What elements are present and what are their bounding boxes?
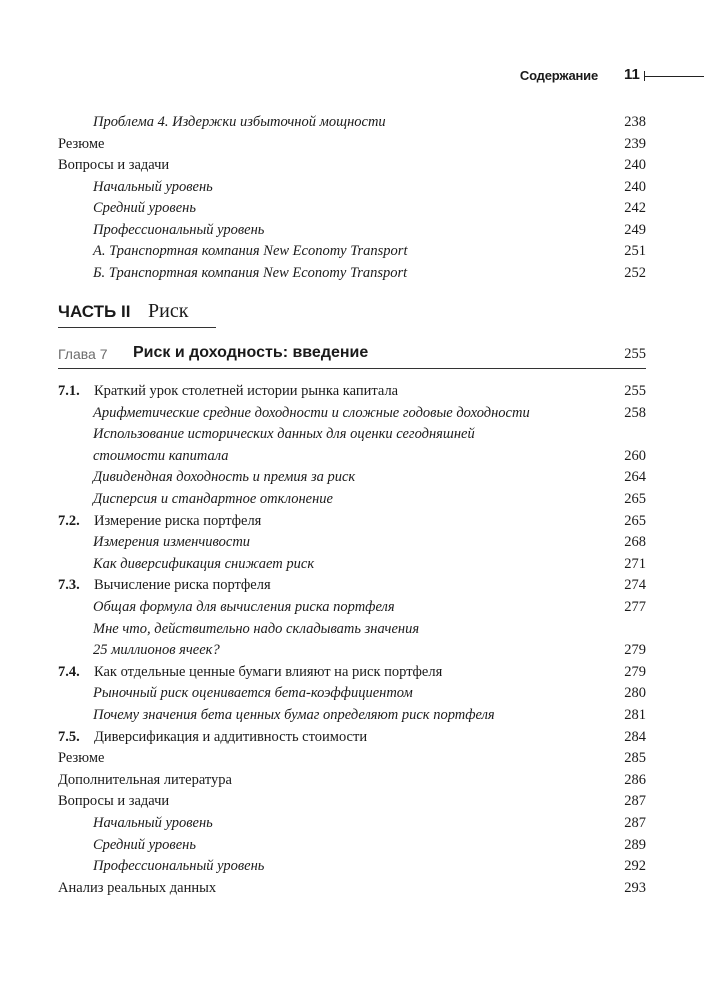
toc-entry-title: Использование исторических данных для оценки сегодняшней bbox=[93, 426, 475, 443]
toc-entry-page: 287 bbox=[624, 815, 646, 831]
page-number: 11 bbox=[624, 66, 640, 83]
toc-entry-page: 258 bbox=[624, 404, 646, 421]
toc-entry bbox=[58, 220, 646, 240]
toc-entry-page: 292 bbox=[624, 858, 646, 875]
toc-entry-page: 286 bbox=[624, 771, 646, 788]
toc-entry bbox=[58, 403, 646, 423]
toc-entry-title: Как диверсификация снижает риск bbox=[93, 555, 315, 572]
toc-entry-title: 25 миллионов ячеек? bbox=[93, 642, 220, 659]
toc-entry-title: Почему значения бета ценных бумаг определяют риск портфеля bbox=[93, 707, 495, 723]
toc-entry-title: Рыночный риск оценивается бета-коэффициентом bbox=[93, 685, 413, 702]
toc-entry bbox=[58, 770, 646, 790]
toc-entry-page: 238 bbox=[624, 114, 646, 130]
toc-entry bbox=[58, 554, 646, 574]
toc-entry-page: 279 bbox=[624, 663, 646, 680]
toc-entry bbox=[58, 112, 646, 132]
toc-section-number: 7.5. bbox=[58, 728, 80, 745]
toc-entry bbox=[58, 791, 646, 811]
toc-entry-page: 289 bbox=[624, 836, 646, 853]
toc-entry-title: Средний уровень bbox=[93, 200, 196, 216]
toc-entry bbox=[58, 705, 646, 725]
toc-section-entry bbox=[58, 381, 646, 401]
toc-entry-title: Общая формула для вычисления риска портфеля bbox=[93, 599, 395, 615]
toc-entry-page: 251 bbox=[624, 243, 646, 259]
toc-entry bbox=[58, 155, 646, 175]
toc-entry-page: 249 bbox=[624, 221, 646, 238]
toc-entry bbox=[58, 683, 646, 703]
toc-entry-title: Анализ реальных данных bbox=[58, 879, 217, 896]
toc-entry bbox=[58, 424, 646, 444]
toc-entry bbox=[58, 835, 646, 855]
toc-entry bbox=[58, 813, 646, 833]
toc-entry-title: Начальный уровень bbox=[93, 815, 213, 831]
toc-entry bbox=[58, 446, 646, 466]
chapter-rule bbox=[58, 368, 646, 369]
toc-entry-page: 242 bbox=[624, 200, 646, 216]
toc-entry-title: Резюме bbox=[58, 135, 105, 152]
toc-entry-page: 260 bbox=[624, 447, 646, 464]
toc-entry-title: Дополнительная литература bbox=[58, 771, 232, 788]
part-rule bbox=[58, 327, 216, 328]
toc-entry bbox=[58, 532, 646, 552]
toc-entry bbox=[58, 134, 646, 154]
toc-entry-title: Мне что, действительно надо складывать значения bbox=[93, 620, 420, 637]
toc-section-entry bbox=[58, 727, 646, 747]
toc-entry-title: Профессиональный уровень bbox=[93, 858, 265, 875]
header-rule bbox=[644, 76, 704, 77]
toc-entry-title: Профессиональный уровень bbox=[93, 221, 265, 238]
toc-entry bbox=[58, 241, 646, 261]
toc-entry bbox=[58, 489, 646, 509]
running-header-title: Содержание bbox=[519, 68, 598, 83]
toc-entry-page: 268 bbox=[624, 534, 646, 551]
toc-section-entry bbox=[58, 662, 646, 682]
toc-entry-page: 240 bbox=[624, 157, 646, 173]
toc-entry-page: 284 bbox=[624, 728, 646, 745]
toc-entry-page: 265 bbox=[624, 512, 646, 529]
toc-entry-title: Краткий урок столетней истории рынка капитала bbox=[94, 383, 399, 399]
toc-entry-page: 239 bbox=[624, 135, 646, 152]
toc-section-entry bbox=[58, 575, 646, 595]
toc-entry-title: Вопросы и задачи bbox=[58, 793, 170, 810]
toc-section-number: 7.2. bbox=[58, 512, 80, 529]
toc-entry bbox=[58, 597, 646, 617]
toc-entry bbox=[58, 640, 646, 660]
chapter-heading bbox=[58, 343, 646, 369]
toc-entry-title: Дивидендная доходность и премия за риск bbox=[93, 469, 356, 486]
toc-entry-title: Дисперсия и стандартное отклонение bbox=[93, 491, 333, 507]
toc-entry-page: 274 bbox=[624, 577, 646, 594]
toc-entry-page: 280 bbox=[624, 685, 646, 702]
toc-entry bbox=[58, 748, 646, 768]
toc-section-number: 7.1. bbox=[58, 383, 80, 399]
toc-entry-page: 287 bbox=[624, 793, 646, 810]
toc-entry-title: стоимости капитала bbox=[93, 447, 229, 464]
toc-entry-page: 277 bbox=[624, 599, 646, 615]
toc-entry-title: Измерения изменчивости bbox=[93, 534, 251, 551]
toc-section-entry bbox=[58, 511, 646, 531]
toc-entry-page: 293 bbox=[624, 879, 646, 896]
toc-entry-title: Б. Транспортная компания New Economy Transport bbox=[93, 264, 408, 281]
part-label: ЧАСТЬ II bbox=[58, 302, 131, 321]
toc-entry-page: 271 bbox=[624, 555, 646, 572]
toc-entry-title: Резюме bbox=[58, 750, 105, 767]
toc-entry bbox=[58, 878, 646, 898]
toc-section-number: 7.3. bbox=[58, 577, 80, 594]
toc-entry-title: Проблема 4. Издержки избыточной мощности bbox=[93, 114, 386, 130]
toc-entry-title: Вычисление риска портфеля bbox=[94, 577, 271, 594]
toc-entry-title: Измерение риска портфеля bbox=[94, 512, 262, 529]
chapter-title: Риск и доходность: введение bbox=[133, 344, 369, 361]
toc-entry-title: Начальный уровень bbox=[93, 178, 213, 195]
toc-entry-title: А. Транспортная компания New Economy Transport bbox=[93, 243, 408, 259]
running-header bbox=[0, 66, 704, 86]
toc-entry-page: 279 bbox=[624, 642, 646, 659]
toc-entry-page: 264 bbox=[624, 469, 646, 486]
toc-entry-title: Как отдельные ценные бумаги влияют на риск портфеля bbox=[94, 663, 443, 680]
toc-entry-title: Средний уровень bbox=[93, 836, 196, 853]
toc-entry-page: 240 bbox=[624, 178, 646, 195]
toc-entry-page: 281 bbox=[624, 707, 646, 723]
toc-entry bbox=[58, 619, 646, 639]
toc-entry bbox=[58, 467, 646, 487]
toc-entry bbox=[58, 856, 646, 876]
chapter-page: 255 bbox=[624, 346, 646, 362]
toc-entry bbox=[58, 198, 646, 218]
toc-entry-page: 265 bbox=[624, 491, 646, 507]
toc-entry-page: 285 bbox=[624, 750, 646, 767]
toc-entry-title: Арифметические средние доходности и сложные годовые доходности bbox=[93, 404, 530, 421]
toc-entry-title: Диверсификация и аддитивность стоимости bbox=[94, 728, 368, 745]
toc-entry-page: 252 bbox=[624, 264, 646, 281]
toc-entry bbox=[58, 263, 646, 283]
chapter-label: Глава 7 bbox=[58, 346, 108, 362]
toc-section-number: 7.4. bbox=[58, 663, 80, 680]
toc-entry-title: Вопросы и задачи bbox=[58, 157, 170, 173]
part-name: Риск bbox=[148, 300, 189, 322]
part-heading bbox=[58, 300, 218, 326]
toc-entry-page: 255 bbox=[624, 383, 646, 399]
toc-entry bbox=[58, 177, 646, 197]
